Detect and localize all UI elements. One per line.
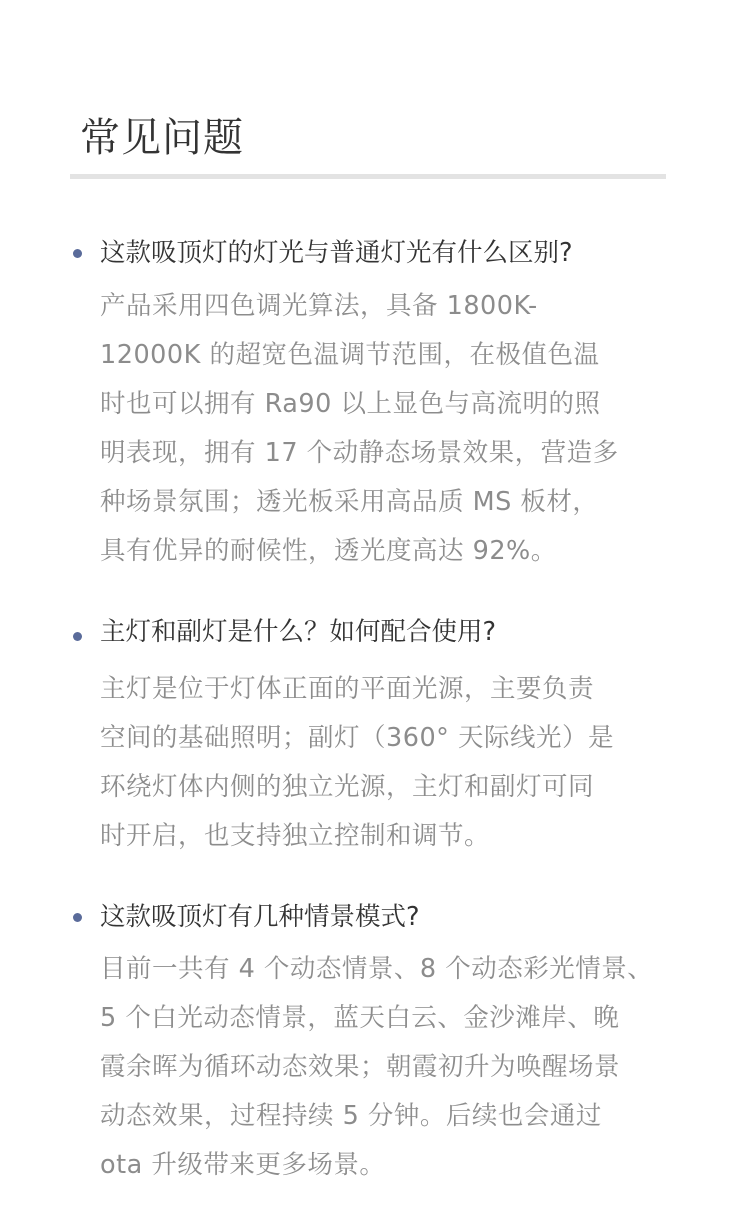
faq-answer-line: 12000K 的超宽色温调节范围，在极值色温 — [100, 340, 600, 370]
title-divider — [70, 174, 666, 179]
faq-answer-line: 时也可以拥有 Ra90 以上显色与高流明的照 — [100, 389, 601, 419]
faq-answer-line: 5 个白光动态情景，蓝天白云、金沙滩岸、晚 — [100, 1003, 620, 1033]
faq-answer — [100, 665, 670, 861]
bullet-dot-icon — [73, 913, 82, 922]
faq-question: 主灯和副灯是什么？如何配合使用? — [100, 617, 497, 647]
faq-answer-line: 霞余晖为循环动态效果；朝霞初升为唤醒场景 — [100, 1052, 621, 1082]
faq-answer-line: 产品采用四色调光算法，具备 1800K- — [100, 291, 538, 321]
faq-question: 这款吸顶灯的灯光与普通灯光有什么区别? — [100, 238, 573, 268]
faq-answer-line: 具有优异的耐候性，透光度高达 92%。 — [100, 536, 557, 566]
faq-answer-line: ota 升级带来更多场景。 — [100, 1150, 386, 1180]
faq-answer-line: 目前一共有 4 个动态情景、8 个动态彩光情景、 — [100, 954, 654, 984]
faq-answer-line: 环绕灯体内侧的独立光源，主灯和副灯可同 — [100, 772, 595, 802]
bullet-dot-icon — [73, 249, 82, 258]
faq-answer — [100, 945, 670, 1190]
faq-answer — [100, 282, 670, 576]
faq-answer-line: 时开启，也支持独立控制和调节。 — [100, 821, 491, 851]
faq-answer-line: 主灯是位于灯体正面的平面光源，主要负责 — [100, 674, 595, 704]
faq-answer-line: 空间的基础照明；副灯（360° 天际线光）是 — [100, 723, 615, 753]
faq-answer-line: 种场景氛围；透光板采用高品质 MS 板材， — [100, 487, 599, 517]
page-title: 常见问题 — [80, 115, 244, 161]
faq-answer-line: 明表现，拥有 17 个动静态场景效果，营造多 — [100, 438, 619, 468]
faq-question: 这款吸顶灯有几种情景模式? — [100, 902, 420, 932]
faq-answer-line: 动态效果，过程持续 5 分钟。后续也会通过 — [100, 1101, 602, 1131]
bullet-dot-icon — [73, 632, 82, 641]
